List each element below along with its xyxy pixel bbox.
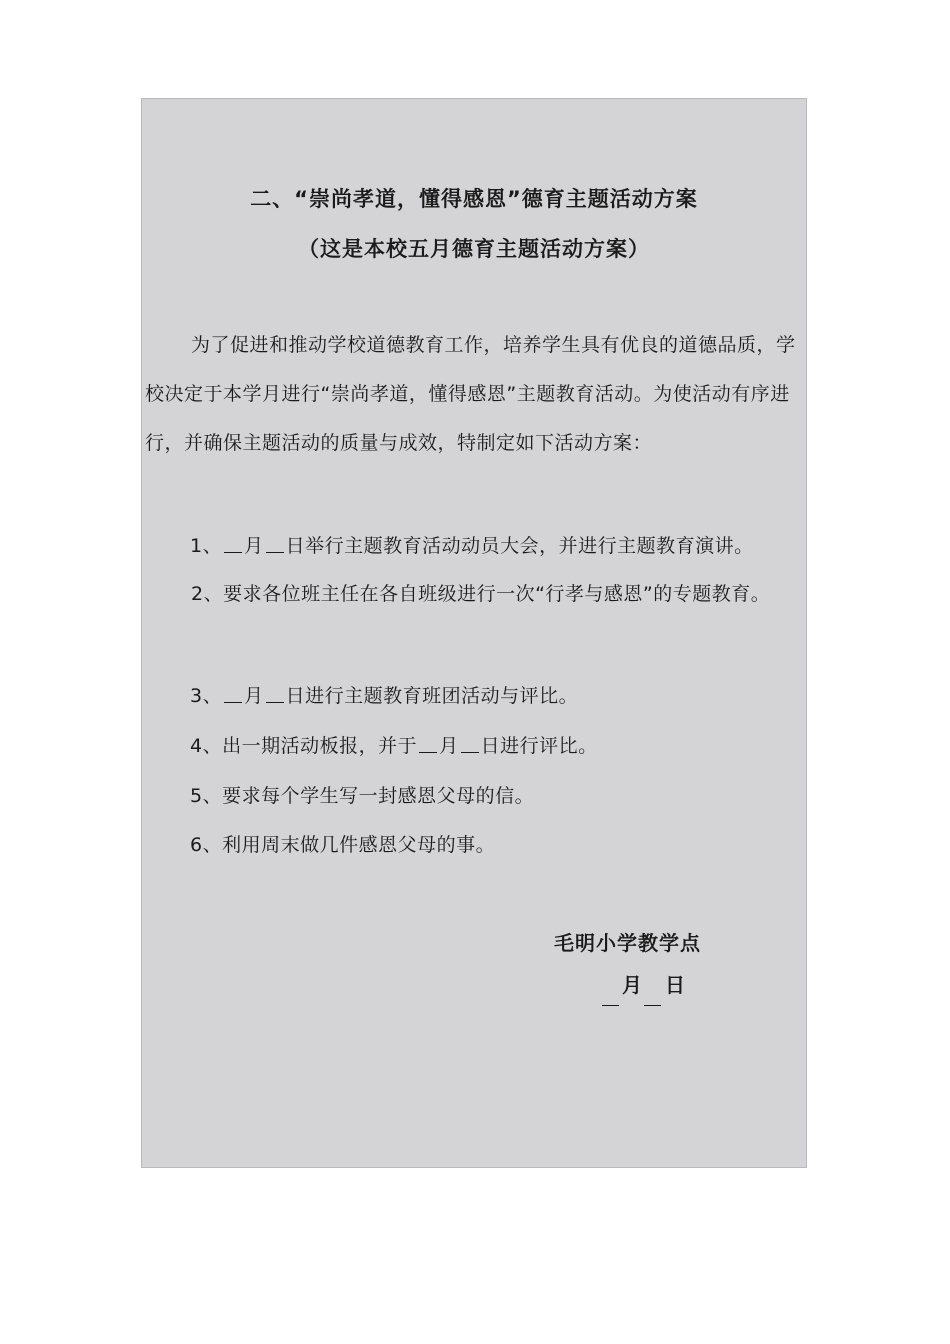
item-text: 日进行主题教育班团活动与评比。 [285,685,579,707]
date-blank [461,736,479,753]
item-text: 日进行评比。 [480,735,598,757]
date-blank [224,536,242,553]
item-text: 月 [244,685,264,707]
list-item-6: 6、利用周末做几件感恩父母的事。 [190,834,496,856]
item-text: 4、出一期活动板报，并于 [190,735,418,757]
intro-text: 为了促进和推动学校道德教育工作，培养学生具有优良的道德品质，学校决定于本学月进行“崇尚孝道，懂得感恩”主题教育活动。为使活动有序进行，并确保主题活动的质量与成效，特制定如下活动方案： [145,334,796,454]
list-item-4 [190,731,598,758]
item-text: 月 [439,735,459,757]
list-item-1 [190,531,754,558]
document-title: 二、“崇尚孝道，懂得感恩”德育主题活动方案 [250,187,698,211]
signature-month: 月 [622,973,643,997]
list-item-2 [145,570,807,619]
signature-org: 毛明小学教学点 [554,931,701,955]
month-blank [602,1005,619,1006]
item-number: 3、 [190,685,223,707]
signature-day: 日 [665,973,686,997]
date-blank [266,686,284,703]
list-item-3 [190,681,578,708]
item-text: 2、要求各位班主任在各自班级进行一次“行孝与感恩”的专题教育。 [191,583,771,605]
document-subtitle: （这是本校五月德育主题活动方案） [298,237,650,261]
list-item-5: 5、要求每个学生写一封感恩父母的信。 [190,785,535,807]
intro-paragraph [145,321,807,468]
item-text: 日举行主题教育活动动员大会，并进行主题教育演讲。 [285,535,754,557]
date-blank [419,736,437,753]
date-blank [266,536,284,553]
item-text: 月 [244,535,264,557]
date-blank [224,686,242,703]
item-number: 1、 [190,535,223,557]
document-page [141,98,807,1168]
day-blank [644,1005,661,1006]
